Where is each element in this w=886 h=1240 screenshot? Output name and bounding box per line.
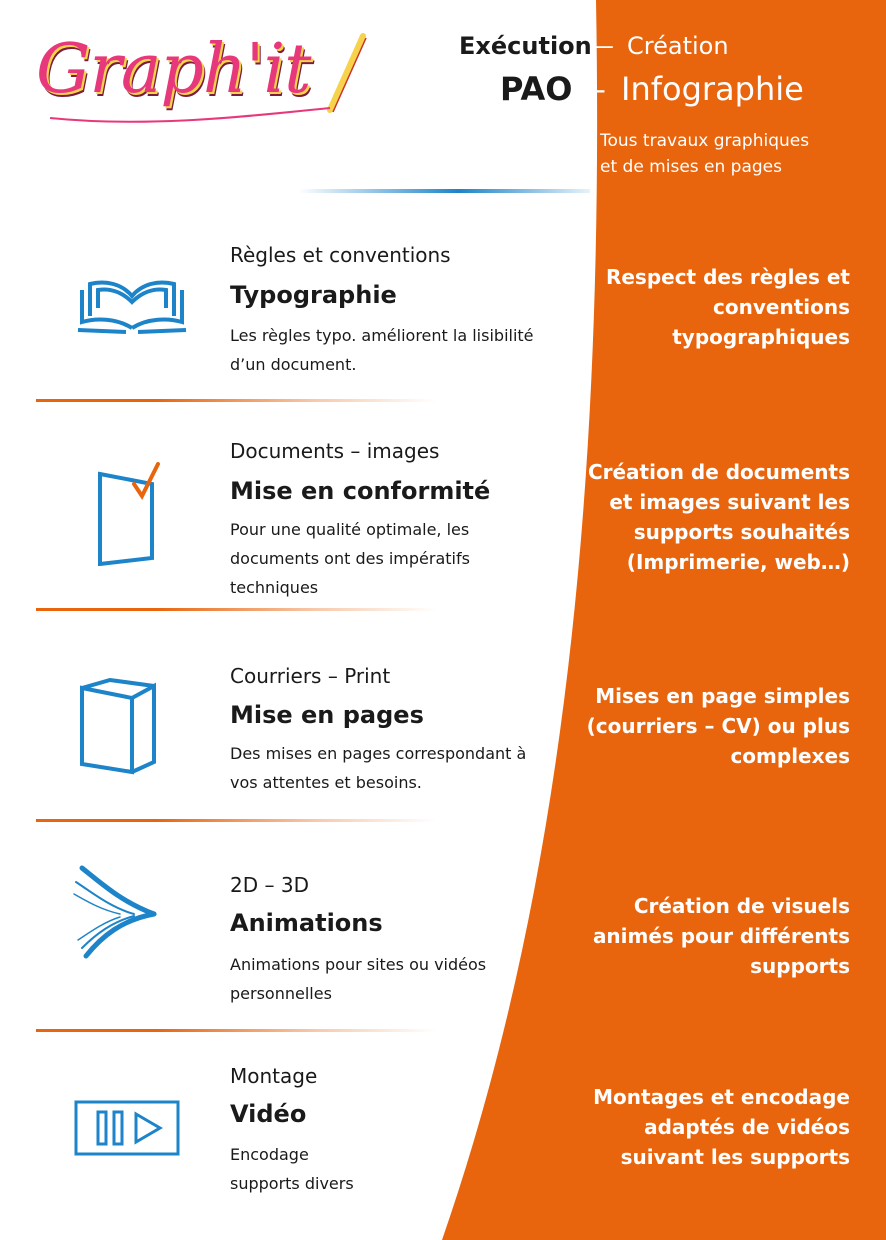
benefit-line: Respect des règles et [605, 265, 850, 289]
section-category: Règles et conventions [230, 243, 451, 267]
benefit-line: supports souhaités [633, 520, 850, 544]
header-tagline: et de mises en pages [600, 157, 782, 177]
section-description [230, 515, 470, 602]
header-tagline: Tous travaux graphiques [600, 131, 810, 151]
header-creation: Création [627, 32, 729, 60]
benefit-line: Création de documents [587, 460, 850, 484]
header-infographie: Infographie [621, 70, 804, 108]
section-title: Animations [230, 909, 383, 937]
benefit-line: Création de visuels [633, 894, 850, 918]
section-description [230, 321, 534, 379]
description-line: Encodage [230, 1145, 309, 1164]
section-benefit [587, 681, 850, 771]
section-description [230, 739, 526, 797]
section-category: Montage [230, 1064, 318, 1088]
benefit-line: Mises en page simples [595, 684, 850, 708]
open-book-icon [76, 278, 188, 336]
description-line: techniques [230, 578, 319, 597]
header-dash: — [590, 32, 614, 60]
section-separator [36, 819, 436, 822]
section-category: Documents – images [230, 439, 440, 463]
benefit-line: suivant les supports [620, 1145, 850, 1169]
section-benefit [606, 262, 850, 352]
section-description [230, 950, 486, 1008]
header-dash: – [590, 70, 606, 108]
benefit-line: animés pour différents [592, 924, 850, 948]
section-description [230, 1140, 354, 1198]
description-line: Les règles typo. améliorent la lisibilité [230, 326, 534, 345]
description-line: documents ont des impératifs [230, 549, 470, 568]
section-benefit [593, 891, 850, 981]
section-category: 2D – 3D [230, 873, 309, 897]
description-line: supports divers [230, 1174, 354, 1193]
section-title: Typographie [230, 281, 397, 309]
benefit-line: adaptés de vidéos [644, 1115, 850, 1139]
section-separator [36, 608, 436, 611]
section-benefit [588, 457, 850, 577]
section-title: Mise en pages [230, 701, 424, 729]
description-line: Animations pour sites ou vidéos [230, 955, 487, 974]
benefit-line: supports [750, 954, 850, 978]
benefit-line: (courriers – CV) ou plus [586, 714, 850, 738]
benefit-line: et images suivant les [609, 490, 850, 514]
logo-wordmark: Graph'it [36, 30, 311, 109]
document-check-icon [94, 462, 166, 566]
description-line: personnelles [230, 984, 332, 1003]
section-separator [36, 399, 436, 402]
description-line: Des mises en pages correspondant à [230, 744, 527, 763]
folded-page-icon [76, 678, 160, 776]
section-title: Mise en conformité [230, 477, 491, 505]
description-line: d’un document. [230, 355, 357, 374]
benefit-line: complexes [730, 744, 850, 768]
header-execution: Exécution [459, 32, 592, 60]
section-title: Vidéo [230, 1100, 307, 1128]
benefit-line: conventions [713, 295, 850, 319]
speed-arrow-icon [72, 864, 160, 960]
section-separator [36, 1029, 436, 1032]
description-line: vos attentes et besoins. [230, 773, 422, 792]
video-player-icon [74, 1100, 180, 1156]
section-benefit [593, 1082, 850, 1172]
benefit-line: (Imprimerie, web…) [626, 550, 850, 574]
section-category: Courriers – Print [230, 664, 391, 688]
benefit-line: typographiques [672, 325, 850, 349]
description-line: Pour une qualité optimale, les [230, 520, 470, 539]
header-pao: PAO [500, 70, 573, 108]
benefit-line: Montages et encodage [593, 1085, 850, 1109]
